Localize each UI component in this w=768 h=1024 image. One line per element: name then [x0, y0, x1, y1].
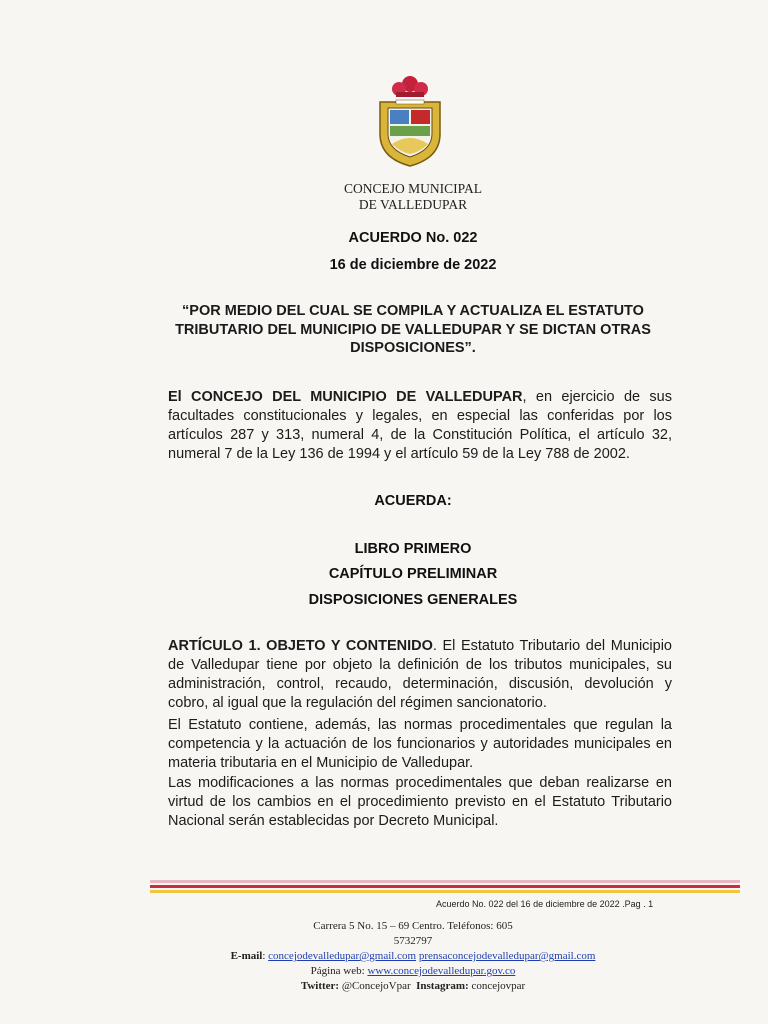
articulo1-paragraph3: Las modificaciones a las normas procedimentales que deban realizarse en virtud de los cambios en el procedimiento previsto en el Estatuto Tributario Nacional serán establecidas por Decreto Municipal. — [168, 775, 672, 829]
footer-line-pink — [150, 880, 740, 883]
web-label: Página web: — [310, 965, 368, 977]
footer-social-line — [0, 979, 768, 994]
footer-page-reference: Acuerdo No. 022 del 16 de diciembre de 2022 .Pag . 1 — [436, 899, 654, 909]
preamble-text: , en ejercicio de sus facultades constitucionales y legales, en especial las conferidas por los artículos 287 y 313, numeral 4, de la Constitución Política, el artículo 32, numeral 7 de la Ley 136 de 1994 y el artículo 59 de la Ley 788 de 2002. — [168, 389, 672, 462]
instagram-label: Instagram: — [416, 980, 469, 992]
acuerdo-date: 16 de diciembre de 2022 — [329, 257, 497, 273]
disposiciones-heading: DISPOSICIONES GENERALES — [308, 592, 518, 608]
footer-web-line — [0, 964, 768, 979]
acuerdo-number: ACUERDO No. 022 — [348, 230, 478, 246]
footer-phone: 5732797 — [393, 935, 433, 947]
footer-decorative-lines — [150, 880, 740, 896]
instagram-handle: concejovpar — [468, 980, 526, 992]
valledupar-coat-of-arms-icon — [374, 72, 446, 168]
acuerda-heading: ACUERDA: — [374, 493, 452, 509]
email-label: E-mail — [230, 950, 263, 962]
footer-line-yellow — [150, 890, 740, 893]
articulo1-paragraph2: El Estatuto contiene, además, las normas procedimentales que regulan la competencia y la actuación de los funcionarios y autoridades municipales en materia tributaria en el Municipio de Valledupar. — [168, 717, 672, 771]
capitulo-heading: CAPÍTULO PRELIMINAR — [328, 566, 498, 582]
footer-email-line: E-mail: concejodevalledupar@gmail.com prensaconcejodevalledupar@gmail.com — [230, 950, 596, 962]
footer-line-red — [150, 885, 740, 888]
articulo1-heading: ARTÍCULO 1. OBJETO Y CONTENIDO — [168, 638, 433, 654]
web-link[interactable]: www.concejodevalledupar.gov.co — [367, 965, 516, 977]
email-link-2[interactable]: prensaconcejodevalledupar@gmail.com — [418, 950, 596, 962]
org-name-line1: CONCEJO MUNICIPAL — [344, 181, 482, 196]
acuerdo-title: “POR MEDIO DEL CUAL SE COMPILA Y ACTUALIZA EL ESTATUTO TRIBUTARIO DEL MUNICIPIO DE VALLEDUPAR Y SE DICTAN OTRAS DISPOSICIONES”. — [175, 303, 651, 356]
articulo1-text1: . El Estatuto Tributario del Municipio de Valledupar tiene por objeto la definición de los tributos municipales, su administración, control, recaudo, determinación, discusión, devolución y cobro, al igual que la regulación del régimen sancionatorio. — [168, 638, 672, 711]
preamble-paragraph — [168, 388, 672, 464]
footer-address: Carrera 5 No. 15 – 69 Centro. Teléfonos: 605 — [313, 920, 513, 932]
twitter-label: Twitter: — [300, 980, 340, 992]
libro-heading: LIBRO PRIMERO — [354, 541, 472, 557]
twitter-handle: @ConcejoVpar — [339, 980, 411, 992]
email-link-1[interactable]: concejodevalledupar@gmail.com — [268, 950, 417, 962]
preamble-lead: El CONCEJO DEL MUNICIPIO DE VALLEDUPAR — [168, 389, 523, 405]
articulo1-paragraph1 — [168, 637, 672, 713]
org-name-line2: DE VALLEDUPAR — [358, 197, 468, 212]
